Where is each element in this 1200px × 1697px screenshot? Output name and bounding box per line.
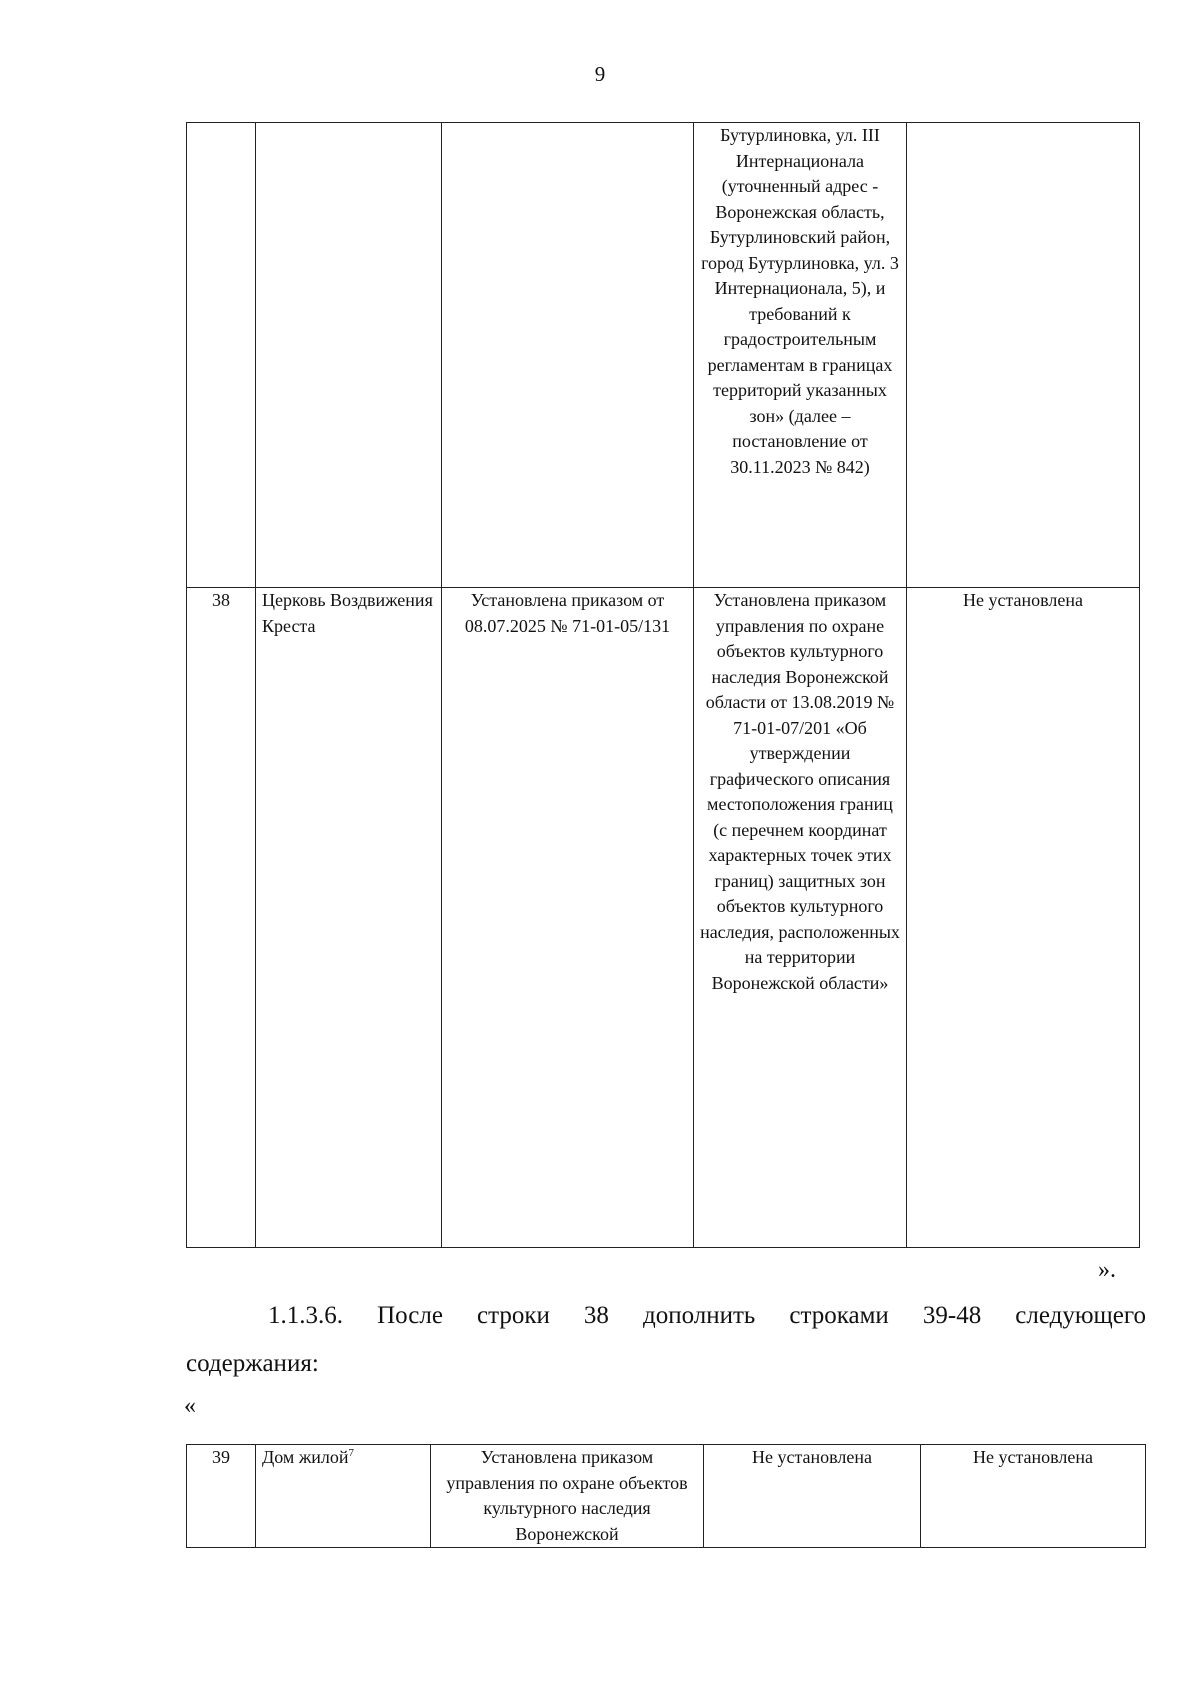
cell-other-zone: Не установлена [907,588,1140,1248]
cell-protection-zone: Установлена приказом управления по охране объектов культурного наследия Воронежской области от 13.08.2019 № 71-01-07/201 «Об утверждении графического описания местоположения границ (с перечнем координат характерных точек этих границ) защитных зон объектов культурного наследия, расположенных на территории Воронежской области» [694,588,907,1248]
cell-territory-boundary: Установлена приказом управления по охране объектов культурного наследия Воронежской [431,1445,704,1548]
cell-object-name: Церковь Воздвижения Креста [256,588,442,1248]
cell-object-name [256,1445,431,1548]
opening-quote: « [184,1393,196,1419]
closing-quote: ». [1098,1257,1116,1283]
objects-table-continued [186,122,1140,1248]
cell-protection-zone: Не установлена [704,1445,921,1548]
cell-number [187,123,256,588]
page-number: 9 [594,62,606,86]
cell-number: 39 [187,1445,256,1548]
table-row-38 [187,588,1140,1248]
footnote-marker: 7 [348,1447,355,1459]
amendment-paragraph-continuation: содержания: [186,1350,319,1377]
object-name-text: Дом жилой [262,1447,349,1467]
table-row-continuation [187,123,1140,588]
objects-table-new-rows [186,1444,1146,1548]
cell-territory-boundary [442,123,694,588]
cell-other-zone [907,123,1140,588]
table-row-39 [187,1445,1146,1548]
cell-territory-boundary: Установлена приказом от 08.07.2025 № 71-01-05/131 [442,588,694,1248]
cell-other-zone: Не установлена [921,1445,1146,1548]
cell-object-name [256,123,442,588]
amendment-paragraph: 1.1.3.6. После строки 38 дополнить строками 39-48 следующего [268,1302,1146,1329]
cell-protection-zone: Бутурлиновка, ул. III Интернационала (уточненный адрес - Воронежская область, Бутурлиновский район, город Бутурлиновка, ул. 3 Интернационала, 5), и требований к градостроительным регламентам в границах территорий указанных зон» (далее – постановление от 30.11.2023 № 842) [694,123,907,588]
cell-number: 38 [187,588,256,1248]
